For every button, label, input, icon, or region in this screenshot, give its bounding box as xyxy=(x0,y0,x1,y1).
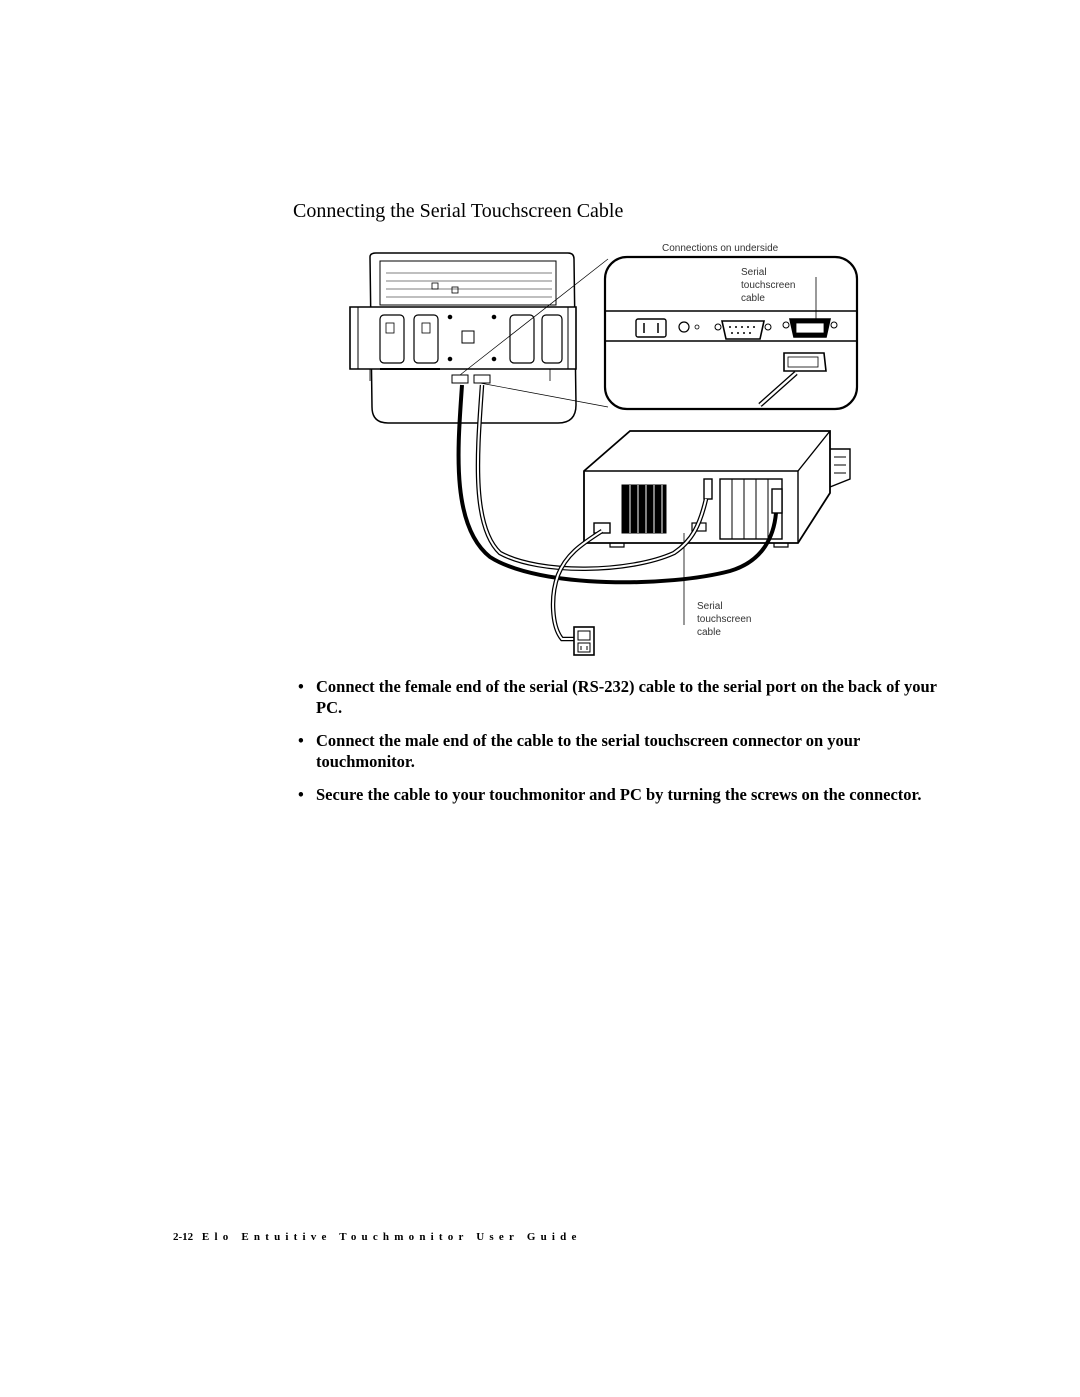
instruction-item xyxy=(298,784,958,805)
page-number: 2-12 xyxy=(173,1231,194,1243)
connections-inset xyxy=(605,243,857,409)
instruction-text: Connect the male end of the cable to the serial touchscreen connector on your touchmonitor. xyxy=(316,731,860,771)
instruction-item xyxy=(298,676,958,718)
instruction-text: Secure the cable to your touchmonitor and PC by turning the screws on the connector. xyxy=(316,785,922,804)
instruction-item xyxy=(298,730,958,772)
guide-title: Elo Entuitive Touchmonitor User Guide xyxy=(201,1231,582,1243)
connection-diagram xyxy=(340,235,870,665)
pc-label-line1: Serial xyxy=(697,601,723,612)
connection-diagram-svg xyxy=(340,235,870,665)
inset-label-line3: cable xyxy=(741,293,765,304)
instruction-list xyxy=(298,676,958,817)
pc-illustration xyxy=(584,431,850,625)
bullet-marker: • xyxy=(298,677,304,696)
page-footer xyxy=(173,1231,582,1243)
wall-outlet xyxy=(574,627,594,655)
inset-caption: Connections on underside xyxy=(662,243,779,254)
inset-label-line1: Serial xyxy=(741,267,767,278)
pc-label-line2: touchscreen xyxy=(697,614,752,625)
bullet-marker: • xyxy=(298,785,304,804)
section-title: Connecting the Serial Touchscreen Cable xyxy=(293,200,624,222)
bullet-marker: • xyxy=(298,731,304,750)
instruction-text: Connect the female end of the serial (RS-232) cable to the serial port on the back of your PC. xyxy=(316,677,937,717)
inset-label-line2: touchscreen xyxy=(741,280,796,291)
pc-label-line3: cable xyxy=(697,627,721,638)
